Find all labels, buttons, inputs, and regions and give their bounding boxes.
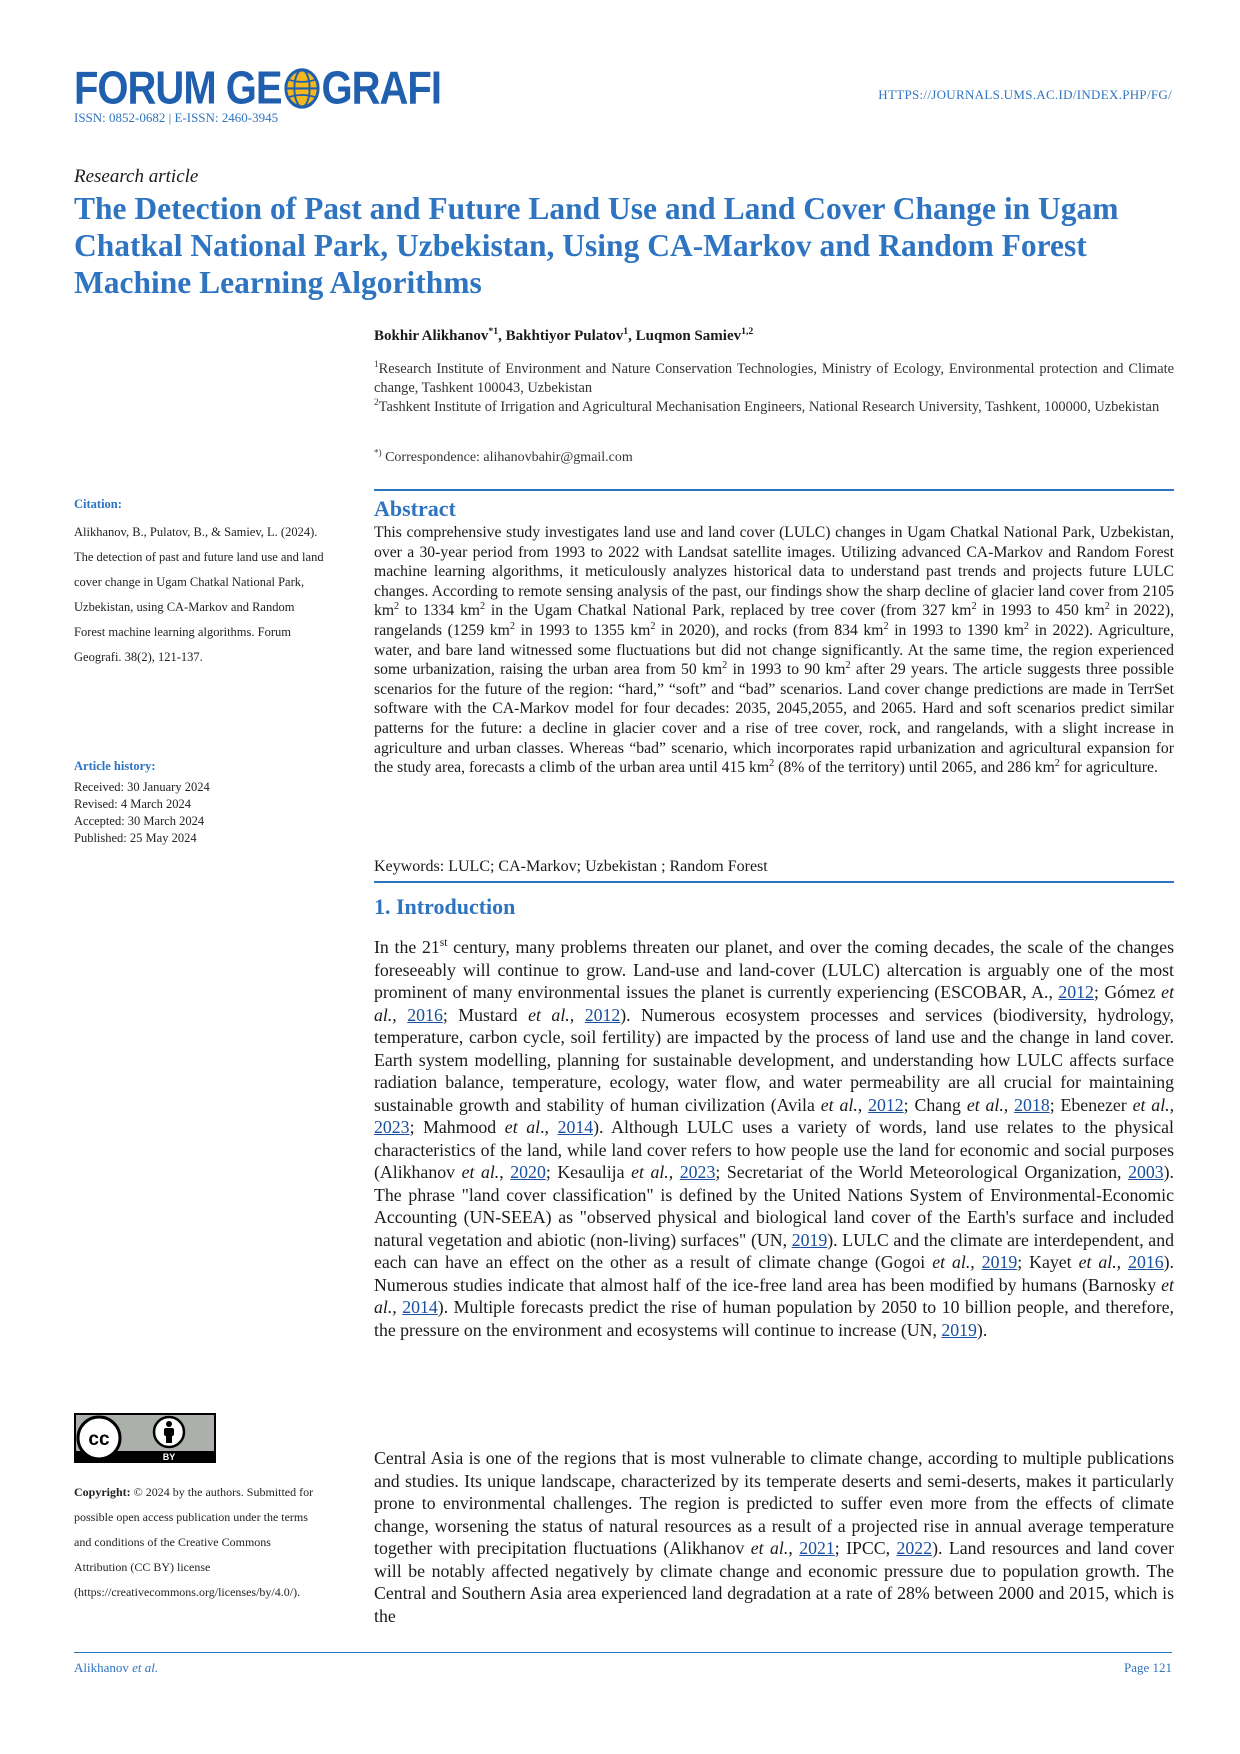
cc-by-license-badge[interactable] [74,1413,216,1463]
page-number: Page 121 [1123,1660,1172,1675]
citation-heading: Citation: [74,497,122,511]
journal-url-link[interactable]: HTTPS://JOURNALS.UMS.AC.ID/INDEX.PHP/FG/ [878,87,1172,102]
abstract-text: This comprehensive study investigates land use and land cover (LULC) changes in Ugam Chatkal National Park, Uzbekistan, over a 30-year period from 1993 to 2022 with Landsat satellite images. Utilizing advanced CA-Markov and Random Forest machine learning algorithms, it meticulously analyzes historical data to understand past trends and projects future LULC changes. According to remote sensing analysis of the past, our findings show the sharp decline of glacier land cover from 2105 $km^2$ to 1334 $km^2$ in the Ugam Chatkal National Park, replaced by tree cover (from 327 $km^2$ in 1993 to 450 $km^2$ in 2022), rangelands (1259 $km^2$ in 1993 to 1355 $km^2$ in 2020), and rocks (from 834 $km^2$ in 1993 to 1390 $km^2$ in 2022). Agriculture, water, and bare land witnessed some fluctuations but did not change significantly. At the same time, the region experienced some urbanization, raising the urban area from 50 $km^2$ in 1993 to 90 $km^2$ after 29 years. The article suggests three possible scenarios for the future of the region: “hard,” “soft” and “bad” scenarios. Land cover change predictions are made in TerrSet software with the CA-Markov model for four decades: 2035, 2045,2055, and 2065. Hard and soft scenarios predict similar patterns for the future: a decline in glacier cover and a rise of tree cover, rock, and rangelands, with a slight increase in agriculture and urban classes. Whereas “bad” scenario, which incorporates rapid urbanization and agricultural expansion for the study area, forecasts a climb of the urban area until 415 $km^2$ (8% of the territory) until 2065, and 286 $km^2$ for agriculture. [374,524,1175,777]
intro-paragraph-2: Central Asia is one of the regions that is most vulnerable to climate change, according to multiple publications and studies. Its unique landscape, characterized by its temperate deserts and semi-deserts, makes it particularly prone to environmental challenges. The region is predicted to suffer even more from the effects of climate change, worsening the status of natural resources as a result of a projected rise in annual average temperature together with precipitation fluctuations (Alikhanov et al., 2021; IPCC, 2022). Land resources and land cover will be notably affected negatively by climate change and economic pressure due to population growth. The Central and Southern Asia area experienced land degradation at a rate of 28% between 2000 and 2015, which is the [374,1448,1174,1626]
author-list: Bokhir Alikhanov$^{*1}$, Bakhtiyor Pulatov$^1$, Luqmon Samiev$^{1,2}$ [374,326,754,344]
section-heading-introduction: 1. Introduction [374,894,516,919]
history-received: Received: 30 January 2024 [74,780,210,794]
cc-text: cc [88,1429,110,1450]
citation-link[interactable]: 2020 [510,1162,546,1182]
history-published: Published: 25 May 2024 [74,831,197,845]
citation-link[interactable]: 2014 [402,1297,438,1317]
citation-link[interactable]: 2022 [896,1538,933,1558]
affiliation-text: Tashkent Institute of Irrigation and Agricultural Mechanisation Engineers, National Research University, Tashkent, 100000, Uzbekistan [378,399,1160,415]
logo-text-part2: GRAFI [321,63,441,114]
author-name: Bakhtiyor Pulatov [505,328,624,344]
footer-author [74,1660,158,1676]
citation-link[interactable]: 2021 [799,1538,835,1558]
abstract-heading: Abstract [374,496,456,521]
affiliations [374,360,1174,417]
author-name: Bokhir Alikhanov [374,328,489,344]
author-affiliation-mark: 1 [623,326,629,337]
correspondence-text: Correspondence: alihanovbahir@gmail.com [381,450,633,465]
keywords: Keywords: LULC; CA-Markov; Uzbekistan ; Random Forest [374,858,768,875]
article-history-heading: Article history: [74,759,156,773]
citation-link[interactable]: 2012 [584,1004,621,1025]
affiliation-item [374,360,1174,398]
globe-icon [283,67,321,111]
footer-etal: et al. [128,1660,159,1675]
citation-link[interactable]: 2014 [557,1117,594,1137]
copyright-text: © 2024 by the authors. Submitted for possible open access publication under the terms and conditions of the Creative Commons Attribution (CC BY) license (https://creativecommons.org/licenses/by/4.0/). [74,1485,314,1599]
footer-author-name: Alikhanov [74,1660,129,1675]
abstract-divider [374,489,1174,491]
author-affiliation-mark: 1,2 [741,326,754,337]
copyright-notice [74,1480,314,1605]
issn-label: ISSN: 0852-0682 | E-ISSN: 2460-3945 [74,110,279,125]
citation-link[interactable]: 2016 [1128,1252,1164,1272]
affiliation-item [374,398,1174,417]
author-affiliation-mark: *1 [488,326,499,337]
article-type: Research article [74,166,199,187]
logo-text-part1: FORUM GE [74,63,282,114]
article-history [74,779,210,847]
citation-link[interactable]: 2019 [981,1252,1018,1272]
history-accepted: Accepted: 30 March 2024 [74,814,205,828]
citation-link[interactable]: 2018 [1014,1094,1050,1115]
author-name: Luqmon Samiev [635,328,742,344]
journal-logo[interactable] [74,62,441,114]
citation-link[interactable]: 2019 [941,1319,977,1340]
keywords-divider [374,881,1174,883]
correspondence-mark: *) [374,447,382,458]
history-revised: Revised: 4 March 2024 [74,797,191,811]
citation-link[interactable]: 2023 [679,1162,716,1182]
by-text: BY [162,1452,176,1462]
intro-paragraph-1: In the 21st century, many problems threaten our planet, and over the coming decades, the scale of the changes foreseeably will continue to grow. Land-use and land-cover (LULC) altercation is arguably one of the most prominent of many environmental issues the planet is currently experiencing (ESCOBAR, A., 2012; Gómez et al., 2016; Mustard et al., 2012). Numerous ecosystem processes and services (biodiversity, hydrology, temperature, carbon cycle, soil fertility) are impacted by the process of land use and the change in land cover. Earth system modelling, planning for sustainable development, and understanding how LULC affects surface radiation balance, temperature, ecology, water flow, and water permeability are all crucial for maintaining sustainable growth and stability of human civilization (Avila et al., 2012; Chang et al., 2018; Ebenezer et al., 2023; Mahmood et al., 2014). Although LULC uses a variety of words, land use relates to the physical characteristics of the land, while land cover refers to how people use the land for economic and social purposes (Alikhanov et al., 2020; Kesaulija et al., 2023; Secretariat of the World Meteorological Organization, 2003). The phrase "land cover classification" is defined by the United Nations System of Environmental-Economic Accounting (UN-SEEA) as "observed physical and biological land cover of the Earth's surface and included natural vegetation and abiotic (non-living) surfaces" (UN, 2019). LULC and the climate are interdependent, and each can have an effect on the other as a result of climate change (Gogoi et al., 2019; Kayet et al., 2016). Numerous studies indicate that almost half of the ice-free land area has been modified by humans (Barnosky et al., 2014). Multiple forecasts predict the rise of human population by 2050 to 10 billion people, and therefore, the pressure on the environment and ecosystems will continue to increase (UN, 2019). [374,936,1175,1340]
citation-link[interactable]: 2003 [1128,1162,1164,1182]
citation-text: Alikhanov, B., Pulatov, B., & Samiev, L. (2024). The detection of past and future land use and land cover change in Ugam Chatkal National Park, Uzbekistan, using CA-Markov and Random Forest machine learning algorithms. Forum Geografi. 38(2), 121-137. [74,525,324,664]
citation-link[interactable]: 2019 [791,1229,828,1250]
article-title: The Detection of Past and Future Land Use and Land Cover Change in Ugam Chatkal National Park, Uzbekistan, Using CA-Markov and Random Forest Machine Learning Algorithms [74,191,1119,300]
footer-divider [74,1652,1172,1653]
affiliation-number: 2 [374,398,379,409]
citation-link[interactable]: 2012 [1058,982,1094,1002]
affiliation-text: Research Institute of Environment and Nature Conservation Technologies, Ministry of Ecology, Environmental protection and Climate change, Tashkent 100043, Uzbekistan [374,361,1174,396]
affiliation-number: 1 [374,360,379,371]
correspondence [374,447,633,466]
citation-link[interactable]: 2023 [374,1117,410,1137]
citation-link[interactable]: 2012 [868,1094,904,1115]
copyright-label: Copyright: [74,1485,131,1499]
citation-link[interactable]: 2016 [407,1004,443,1025]
